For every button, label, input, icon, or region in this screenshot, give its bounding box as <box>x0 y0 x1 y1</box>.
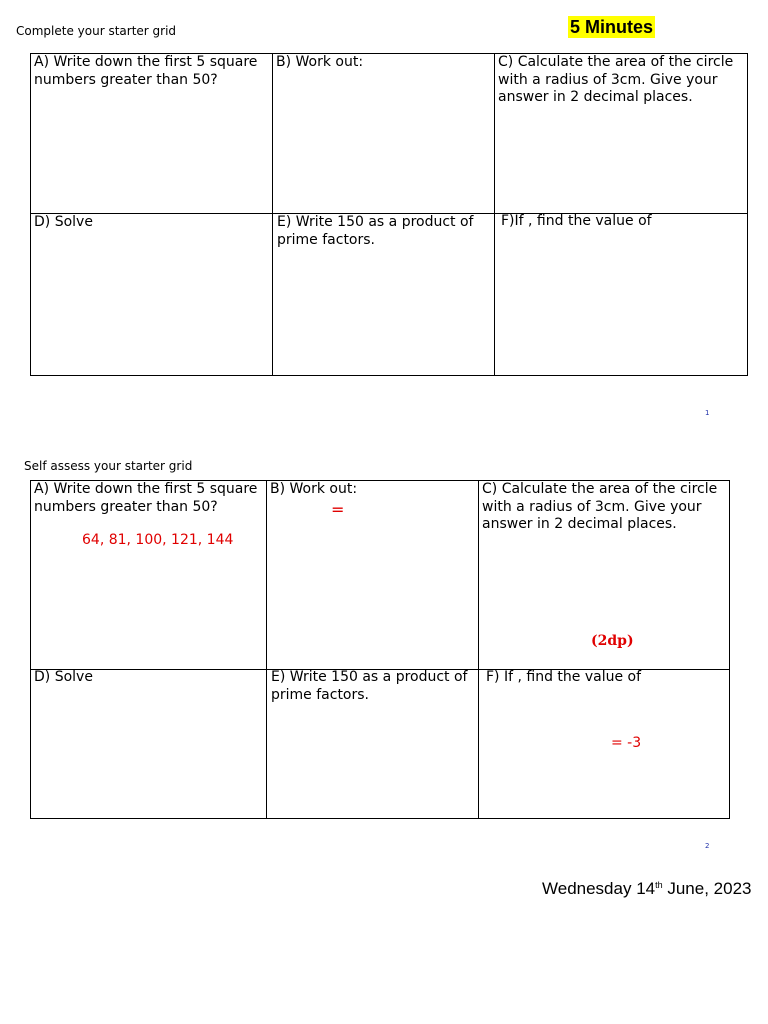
question-b: B) Work out: <box>276 54 364 70</box>
date-suffix: th <box>655 880 663 890</box>
question-a: A) Write down the first 5 square numbers greater than 50? <box>34 481 258 515</box>
answer-b: = <box>331 500 345 519</box>
question-a: A) Write down the first 5 square numbers greater than 50? <box>34 54 258 88</box>
grid-divider <box>494 54 495 375</box>
grid-divider <box>272 54 273 375</box>
question-c: C) Calculate the area of the circle with a radius of 3cm. Give your answer in 2 decimal places. <box>482 481 718 532</box>
lesson-date <box>542 879 751 899</box>
answer-a: 64, 81, 100, 121, 144 <box>82 532 234 548</box>
question-d: D) Solve <box>34 214 93 230</box>
question-f: F) If , find the value of <box>486 669 642 685</box>
question-c: C) Calculate the area of the circle with a radius of 3cm. Give your answer in 2 decimal places. <box>498 54 734 105</box>
self-assess-grid <box>30 480 730 819</box>
question-d: D) Solve <box>34 669 93 685</box>
date-day: Wednesday 14 <box>542 879 656 898</box>
answer-c: (2dp) <box>591 633 634 649</box>
grid-divider <box>266 481 267 818</box>
date-rest: June, 2023 <box>662 879 752 898</box>
question-e: E) Write 150 as a product of prime factors. <box>271 669 468 703</box>
question-e: E) Write 150 as a product of prime factors. <box>277 214 474 248</box>
timer-badge: 5 Minutes <box>570 17 654 37</box>
page-number: 1 <box>705 409 710 417</box>
question-f: F)If , find the value of <box>501 213 652 229</box>
page-number: 2 <box>705 842 710 850</box>
question-b: B) Work out: <box>270 481 358 497</box>
starter-grid-heading: Complete your starter grid <box>16 24 177 38</box>
answer-f: = -3 <box>611 735 642 751</box>
self-assess-heading: Self assess your starter grid <box>24 459 193 473</box>
starter-grid <box>30 53 748 376</box>
grid-divider <box>478 481 479 818</box>
